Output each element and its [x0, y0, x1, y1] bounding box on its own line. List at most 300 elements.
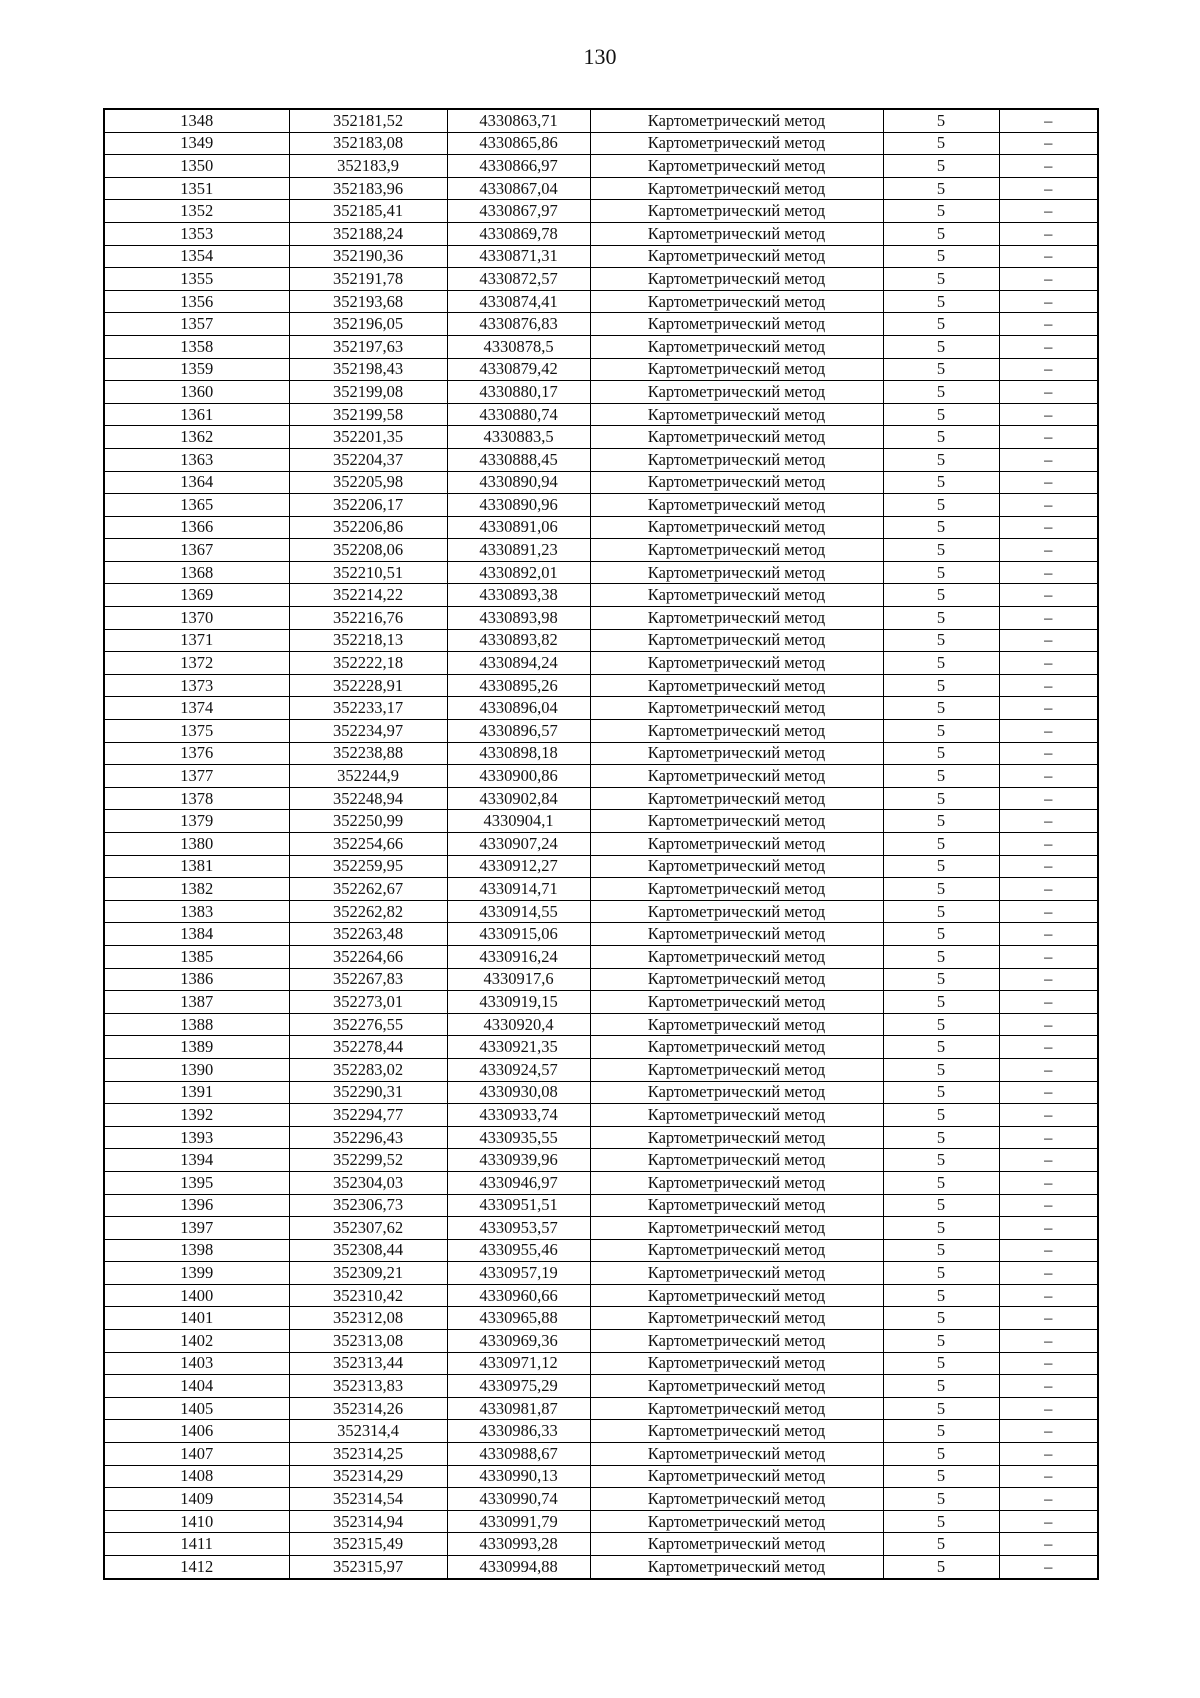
- x-coordinate-cell: 352306,73: [289, 1194, 447, 1217]
- note-cell: –: [999, 945, 1098, 968]
- x-coordinate-cell: 352196,05: [289, 313, 447, 336]
- method-cell: Картометрический метод: [590, 155, 883, 178]
- point-number-cell: 1377: [104, 765, 289, 788]
- x-coordinate-cell: 352218,13: [289, 629, 447, 652]
- accuracy-cell: 5: [883, 1081, 999, 1104]
- table-row: [104, 1149, 1098, 1172]
- table-row: [104, 1533, 1098, 1556]
- page-number: 130: [583, 44, 617, 69]
- method-cell: Картометрический метод: [590, 1036, 883, 1059]
- accuracy-cell: 5: [883, 268, 999, 291]
- method-cell: Картометрический метод: [590, 720, 883, 743]
- y-coordinate-cell: 4330991,79: [447, 1510, 590, 1533]
- y-coordinate-cell: 4330880,17: [447, 381, 590, 404]
- y-coordinate-cell: 4330867,97: [447, 200, 590, 223]
- x-coordinate-cell: 352206,17: [289, 494, 447, 517]
- point-number-cell: 1362: [104, 426, 289, 449]
- note-cell: –: [999, 155, 1098, 178]
- x-coordinate-cell: 352290,31: [289, 1081, 447, 1104]
- table-row: [104, 1465, 1098, 1488]
- y-coordinate-cell: 4330866,97: [447, 155, 590, 178]
- note-cell: –: [999, 1307, 1098, 1330]
- point-number-cell: 1361: [104, 403, 289, 426]
- x-coordinate-cell: 352294,77: [289, 1104, 447, 1127]
- accuracy-cell: 5: [883, 945, 999, 968]
- point-number-cell: 1408: [104, 1465, 289, 1488]
- point-number-cell: 1396: [104, 1194, 289, 1217]
- method-cell: Картометрический метод: [590, 222, 883, 245]
- note-cell: –: [999, 991, 1098, 1014]
- table-row: [104, 629, 1098, 652]
- x-coordinate-cell: 352296,43: [289, 1126, 447, 1149]
- point-number-cell: 1389: [104, 1036, 289, 1059]
- accuracy-cell: 5: [883, 765, 999, 788]
- table-row: [104, 1171, 1098, 1194]
- point-number-cell: 1401: [104, 1307, 289, 1330]
- x-coordinate-cell: 352234,97: [289, 720, 447, 743]
- y-coordinate-cell: 4330891,23: [447, 539, 590, 562]
- y-coordinate-cell: 4330955,46: [447, 1239, 590, 1262]
- table-row: [104, 787, 1098, 810]
- table-row: [104, 1330, 1098, 1353]
- method-cell: Картометрический метод: [590, 945, 883, 968]
- table-row: [104, 222, 1098, 245]
- table-row: [104, 1307, 1098, 1330]
- x-coordinate-cell: 352262,82: [289, 900, 447, 923]
- note-cell: –: [999, 516, 1098, 539]
- accuracy-cell: 5: [883, 539, 999, 562]
- y-coordinate-cell: 4330890,96: [447, 494, 590, 517]
- table-row: [104, 991, 1098, 1014]
- method-cell: Картометрический метод: [590, 1104, 883, 1127]
- method-cell: Картометрический метод: [590, 584, 883, 607]
- accuracy-cell: 5: [883, 132, 999, 155]
- y-coordinate-cell: 4330917,6: [447, 968, 590, 991]
- point-number-cell: 1348: [104, 109, 289, 132]
- method-cell: Картометрический метод: [590, 539, 883, 562]
- point-number-cell: 1385: [104, 945, 289, 968]
- point-number-cell: 1394: [104, 1149, 289, 1172]
- y-coordinate-cell: 4330896,04: [447, 697, 590, 720]
- accuracy-cell: 5: [883, 1397, 999, 1420]
- y-coordinate-cell: 4330863,71: [447, 109, 590, 132]
- method-cell: Картометрический метод: [590, 335, 883, 358]
- accuracy-cell: 5: [883, 1488, 999, 1511]
- method-cell: Картометрический метод: [590, 1533, 883, 1556]
- table-row: [104, 448, 1098, 471]
- note-cell: –: [999, 1420, 1098, 1443]
- method-cell: Картометрический метод: [590, 1330, 883, 1353]
- x-coordinate-cell: 352314,25: [289, 1443, 447, 1466]
- table-row: [104, 494, 1098, 517]
- accuracy-cell: 5: [883, 787, 999, 810]
- x-coordinate-cell: 352228,91: [289, 674, 447, 697]
- point-number-cell: 1381: [104, 855, 289, 878]
- y-coordinate-cell: 4330878,5: [447, 335, 590, 358]
- x-coordinate-cell: 352313,83: [289, 1375, 447, 1398]
- y-coordinate-cell: 4330919,15: [447, 991, 590, 1014]
- point-number-cell: 1364: [104, 471, 289, 494]
- accuracy-cell: 5: [883, 1556, 999, 1579]
- note-cell: –: [999, 1330, 1098, 1353]
- point-number-cell: 1387: [104, 991, 289, 1014]
- method-cell: Картометрический метод: [590, 765, 883, 788]
- table-row: [104, 855, 1098, 878]
- x-coordinate-cell: 352314,94: [289, 1510, 447, 1533]
- x-coordinate-cell: 352263,48: [289, 923, 447, 946]
- table-row: [104, 177, 1098, 200]
- x-coordinate-cell: 352181,52: [289, 109, 447, 132]
- accuracy-cell: 5: [883, 1375, 999, 1398]
- point-number-cell: 1409: [104, 1488, 289, 1511]
- y-coordinate-cell: 4330893,38: [447, 584, 590, 607]
- x-coordinate-cell: 352314,29: [289, 1465, 447, 1488]
- table-row: [104, 810, 1098, 833]
- x-coordinate-cell: 352304,03: [289, 1171, 447, 1194]
- x-coordinate-cell: 352201,35: [289, 426, 447, 449]
- accuracy-cell: 5: [883, 1104, 999, 1127]
- method-cell: Картометрический метод: [590, 177, 883, 200]
- method-cell: Картометрический метод: [590, 1239, 883, 1262]
- table-row: [104, 1375, 1098, 1398]
- y-coordinate-cell: 4330869,78: [447, 222, 590, 245]
- point-number-cell: 1357: [104, 313, 289, 336]
- note-cell: –: [999, 1058, 1098, 1081]
- point-number-cell: 1402: [104, 1330, 289, 1353]
- accuracy-cell: 5: [883, 629, 999, 652]
- accuracy-cell: 5: [883, 335, 999, 358]
- x-coordinate-cell: 352254,66: [289, 833, 447, 856]
- accuracy-cell: 5: [883, 313, 999, 336]
- x-coordinate-cell: 352199,58: [289, 403, 447, 426]
- point-number-cell: 1360: [104, 381, 289, 404]
- y-coordinate-cell: 4330883,5: [447, 426, 590, 449]
- x-coordinate-cell: 352214,22: [289, 584, 447, 607]
- point-number-cell: 1373: [104, 674, 289, 697]
- y-coordinate-cell: 4330895,26: [447, 674, 590, 697]
- table-row: [104, 720, 1098, 743]
- table-row: [104, 742, 1098, 765]
- method-cell: Картометрический метод: [590, 200, 883, 223]
- table-row: [104, 968, 1098, 991]
- table-row: [104, 335, 1098, 358]
- accuracy-cell: 5: [883, 742, 999, 765]
- note-cell: –: [999, 177, 1098, 200]
- note-cell: –: [999, 1397, 1098, 1420]
- method-cell: Картометрический метод: [590, 629, 883, 652]
- table-row: [104, 833, 1098, 856]
- table-row: [104, 1510, 1098, 1533]
- x-coordinate-cell: 352315,97: [289, 1556, 447, 1579]
- method-cell: Картометрический метод: [590, 1126, 883, 1149]
- note-cell: –: [999, 629, 1098, 652]
- x-coordinate-cell: 352314,26: [289, 1397, 447, 1420]
- note-cell: –: [999, 245, 1098, 268]
- table-row: [104, 539, 1098, 562]
- point-number-cell: 1382: [104, 878, 289, 901]
- x-coordinate-cell: 352204,37: [289, 448, 447, 471]
- method-cell: Картометрический метод: [590, 561, 883, 584]
- y-coordinate-cell: 4330904,1: [447, 810, 590, 833]
- note-cell: –: [999, 1104, 1098, 1127]
- method-cell: Картометрический метод: [590, 290, 883, 313]
- y-coordinate-cell: 4330898,18: [447, 742, 590, 765]
- accuracy-cell: 5: [883, 1013, 999, 1036]
- y-coordinate-cell: 4330953,57: [447, 1217, 590, 1240]
- table-row: [104, 584, 1098, 607]
- accuracy-cell: 5: [883, 109, 999, 132]
- method-cell: Картометрический метод: [590, 855, 883, 878]
- point-number-cell: 1378: [104, 787, 289, 810]
- table-row: [104, 697, 1098, 720]
- y-coordinate-cell: 4330994,88: [447, 1556, 590, 1579]
- table-row: [104, 1194, 1098, 1217]
- x-coordinate-cell: 352262,67: [289, 878, 447, 901]
- point-number-cell: 1369: [104, 584, 289, 607]
- table-row: [104, 268, 1098, 291]
- note-cell: –: [999, 810, 1098, 833]
- accuracy-cell: 5: [883, 720, 999, 743]
- table-row: [104, 471, 1098, 494]
- table-row: [104, 200, 1098, 223]
- point-number-cell: 1355: [104, 268, 289, 291]
- x-coordinate-cell: 352278,44: [289, 1036, 447, 1059]
- method-cell: Картометрический метод: [590, 1307, 883, 1330]
- accuracy-cell: 5: [883, 1262, 999, 1285]
- accuracy-cell: 5: [883, 900, 999, 923]
- accuracy-cell: 5: [883, 1420, 999, 1443]
- x-coordinate-cell: 352222,18: [289, 652, 447, 675]
- accuracy-cell: 5: [883, 855, 999, 878]
- accuracy-cell: 5: [883, 471, 999, 494]
- note-cell: –: [999, 132, 1098, 155]
- x-coordinate-cell: 352273,01: [289, 991, 447, 1014]
- note-cell: –: [999, 1510, 1098, 1533]
- x-coordinate-cell: 352199,08: [289, 381, 447, 404]
- y-coordinate-cell: 4330990,13: [447, 1465, 590, 1488]
- method-cell: Картометрический метод: [590, 674, 883, 697]
- accuracy-cell: 5: [883, 584, 999, 607]
- point-number-cell: 1372: [104, 652, 289, 675]
- method-cell: Картометрический метод: [590, 991, 883, 1014]
- note-cell: –: [999, 1239, 1098, 1262]
- note-cell: –: [999, 313, 1098, 336]
- y-coordinate-cell: 4330916,24: [447, 945, 590, 968]
- method-cell: Картометрический метод: [590, 900, 883, 923]
- x-coordinate-cell: 352188,24: [289, 222, 447, 245]
- method-cell: Картометрический метод: [590, 1194, 883, 1217]
- note-cell: –: [999, 335, 1098, 358]
- note-cell: –: [999, 403, 1098, 426]
- table-row: [104, 358, 1098, 381]
- note-cell: –: [999, 742, 1098, 765]
- method-cell: Картометрический метод: [590, 109, 883, 132]
- y-coordinate-cell: 4330975,29: [447, 1375, 590, 1398]
- table-row: [104, 900, 1098, 923]
- x-coordinate-cell: 352264,66: [289, 945, 447, 968]
- y-coordinate-cell: 4330920,4: [447, 1013, 590, 1036]
- method-cell: Картометрический метод: [590, 381, 883, 404]
- method-cell: Картометрический метод: [590, 1171, 883, 1194]
- method-cell: Картометрический метод: [590, 132, 883, 155]
- accuracy-cell: 5: [883, 1217, 999, 1240]
- note-cell: –: [999, 1465, 1098, 1488]
- note-cell: –: [999, 290, 1098, 313]
- point-number-cell: 1383: [104, 900, 289, 923]
- accuracy-cell: 5: [883, 494, 999, 517]
- accuracy-cell: 5: [883, 1171, 999, 1194]
- point-number-cell: 1412: [104, 1556, 289, 1579]
- accuracy-cell: 5: [883, 381, 999, 404]
- method-cell: Картометрический метод: [590, 968, 883, 991]
- accuracy-cell: 5: [883, 991, 999, 1014]
- method-cell: Картометрический метод: [590, 1375, 883, 1398]
- y-coordinate-cell: 4330880,74: [447, 403, 590, 426]
- point-number-cell: 1390: [104, 1058, 289, 1081]
- method-cell: Картометрический метод: [590, 403, 883, 426]
- point-number-cell: 1358: [104, 335, 289, 358]
- table-row: [104, 313, 1098, 336]
- x-coordinate-cell: 352314,54: [289, 1488, 447, 1511]
- accuracy-cell: 5: [883, 1510, 999, 1533]
- point-number-cell: 1349: [104, 132, 289, 155]
- accuracy-cell: 5: [883, 403, 999, 426]
- method-cell: Картометрический метод: [590, 810, 883, 833]
- x-coordinate-cell: 352309,21: [289, 1262, 447, 1285]
- method-cell: Картометрический метод: [590, 1284, 883, 1307]
- y-coordinate-cell: 4330893,98: [447, 607, 590, 630]
- table-row: [104, 1239, 1098, 1262]
- table-row: [104, 109, 1098, 132]
- note-cell: –: [999, 674, 1098, 697]
- y-coordinate-cell: 4330990,74: [447, 1488, 590, 1511]
- y-coordinate-cell: 4330902,84: [447, 787, 590, 810]
- x-coordinate-cell: 352299,52: [289, 1149, 447, 1172]
- note-cell: –: [999, 765, 1098, 788]
- x-coordinate-cell: 352312,08: [289, 1307, 447, 1330]
- accuracy-cell: 5: [883, 177, 999, 200]
- y-coordinate-cell: 4330930,08: [447, 1081, 590, 1104]
- accuracy-cell: 5: [883, 1036, 999, 1059]
- note-cell: –: [999, 833, 1098, 856]
- note-cell: –: [999, 1171, 1098, 1194]
- method-cell: Картометрический метод: [590, 1556, 883, 1579]
- method-cell: Картометрический метод: [590, 833, 883, 856]
- x-coordinate-cell: 352206,86: [289, 516, 447, 539]
- point-number-cell: 1407: [104, 1443, 289, 1466]
- table-row: [104, 1217, 1098, 1240]
- x-coordinate-cell: 352191,78: [289, 268, 447, 291]
- accuracy-cell: 5: [883, 222, 999, 245]
- method-cell: Картометрический метод: [590, 1081, 883, 1104]
- accuracy-cell: 5: [883, 516, 999, 539]
- y-coordinate-cell: 4330888,45: [447, 448, 590, 471]
- x-coordinate-cell: 352183,08: [289, 132, 447, 155]
- table-row: [104, 1397, 1098, 1420]
- coordinates-table-body: [104, 109, 1098, 1579]
- method-cell: Картометрический метод: [590, 652, 883, 675]
- x-coordinate-cell: 352190,36: [289, 245, 447, 268]
- table-row: [104, 132, 1098, 155]
- table-row: [104, 1262, 1098, 1285]
- table-row: [104, 923, 1098, 946]
- table-row: [104, 1488, 1098, 1511]
- note-cell: –: [999, 787, 1098, 810]
- point-number-cell: 1370: [104, 607, 289, 630]
- accuracy-cell: 5: [883, 1533, 999, 1556]
- note-cell: –: [999, 1284, 1098, 1307]
- point-number-cell: 1359: [104, 358, 289, 381]
- point-number-cell: 1365: [104, 494, 289, 517]
- point-number-cell: 1354: [104, 245, 289, 268]
- note-cell: –: [999, 1556, 1098, 1579]
- x-coordinate-cell: 352315,49: [289, 1533, 447, 1556]
- point-number-cell: 1404: [104, 1375, 289, 1398]
- y-coordinate-cell: 4330946,97: [447, 1171, 590, 1194]
- note-cell: –: [999, 855, 1098, 878]
- x-coordinate-cell: 352193,68: [289, 290, 447, 313]
- table-row: [104, 561, 1098, 584]
- table-row: [104, 516, 1098, 539]
- accuracy-cell: 5: [883, 1330, 999, 1353]
- method-cell: Картометрический метод: [590, 1488, 883, 1511]
- y-coordinate-cell: 4330981,87: [447, 1397, 590, 1420]
- accuracy-cell: 5: [883, 1307, 999, 1330]
- accuracy-cell: 5: [883, 810, 999, 833]
- table-row: [104, 1081, 1098, 1104]
- y-coordinate-cell: 4330879,42: [447, 358, 590, 381]
- note-cell: –: [999, 426, 1098, 449]
- point-number-cell: 1405: [104, 1397, 289, 1420]
- point-number-cell: 1368: [104, 561, 289, 584]
- point-number-cell: 1367: [104, 539, 289, 562]
- note-cell: –: [999, 1533, 1098, 1556]
- accuracy-cell: 5: [883, 155, 999, 178]
- y-coordinate-cell: 4330971,12: [447, 1352, 590, 1375]
- y-coordinate-cell: 4330874,41: [447, 290, 590, 313]
- method-cell: Картометрический метод: [590, 313, 883, 336]
- note-cell: –: [999, 200, 1098, 223]
- note-cell: –: [999, 1217, 1098, 1240]
- table-row: [104, 1556, 1098, 1579]
- x-coordinate-cell: 352185,41: [289, 200, 447, 223]
- point-number-cell: 1388: [104, 1013, 289, 1036]
- table-row: [104, 1443, 1098, 1466]
- note-cell: –: [999, 448, 1098, 471]
- table-row: [104, 1058, 1098, 1081]
- x-coordinate-cell: 352244,9: [289, 765, 447, 788]
- table-row: [104, 1013, 1098, 1036]
- y-coordinate-cell: 4330939,96: [447, 1149, 590, 1172]
- accuracy-cell: 5: [883, 245, 999, 268]
- y-coordinate-cell: 4330896,57: [447, 720, 590, 743]
- note-cell: –: [999, 358, 1098, 381]
- note-cell: –: [999, 471, 1098, 494]
- table-row: [104, 245, 1098, 268]
- table-row: [104, 1284, 1098, 1307]
- y-coordinate-cell: 4330892,01: [447, 561, 590, 584]
- x-coordinate-cell: 352183,96: [289, 177, 447, 200]
- y-coordinate-cell: 4330865,86: [447, 132, 590, 155]
- y-coordinate-cell: 4330872,57: [447, 268, 590, 291]
- note-cell: –: [999, 1488, 1098, 1511]
- method-cell: Картометрический метод: [590, 471, 883, 494]
- y-coordinate-cell: 4330915,06: [447, 923, 590, 946]
- accuracy-cell: 5: [883, 1239, 999, 1262]
- accuracy-cell: 5: [883, 1284, 999, 1307]
- point-number-cell: 1399: [104, 1262, 289, 1285]
- x-coordinate-cell: 352233,17: [289, 697, 447, 720]
